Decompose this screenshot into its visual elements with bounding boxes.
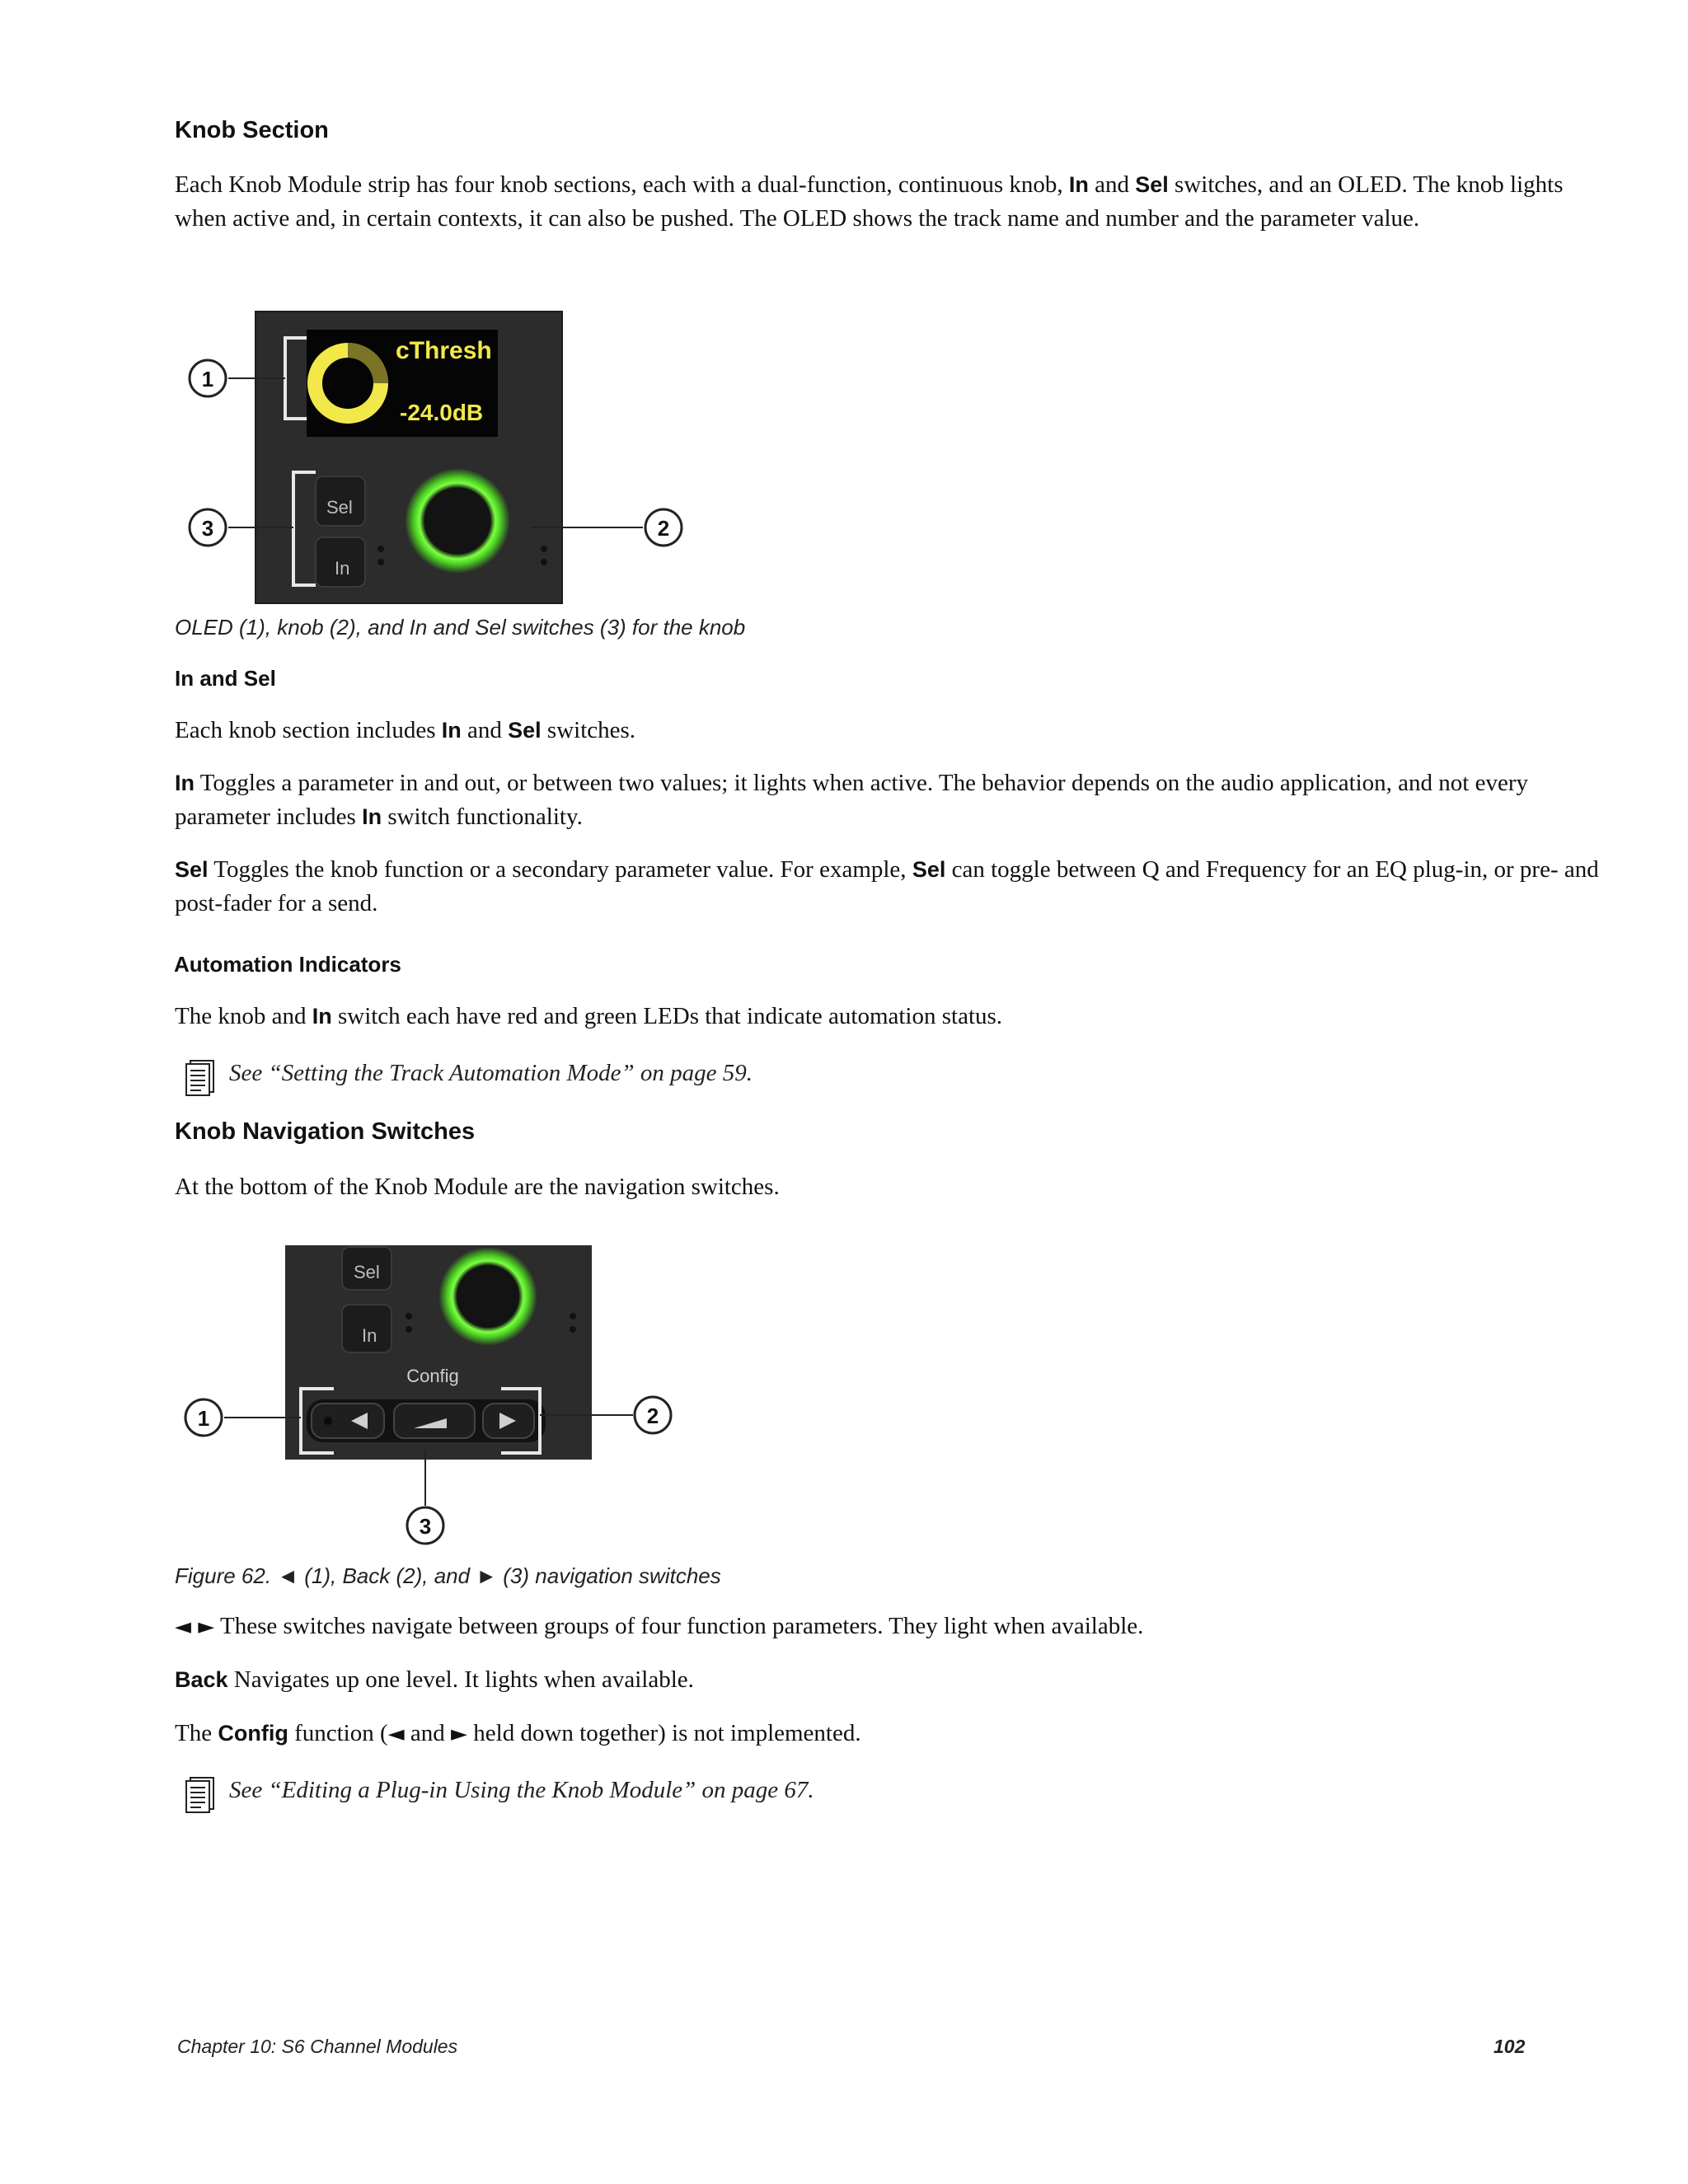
page-number: 102 bbox=[1493, 2036, 1526, 2057]
config-description: The Config function (◄ and ► held down together) is not implemented. bbox=[175, 1720, 861, 1746]
svg-text:1: 1 bbox=[197, 1406, 210, 1431]
plugin-note: See “Editing a Plug-in Using the Knob Module” on page 67. bbox=[229, 1777, 814, 1803]
back-switch bbox=[394, 1404, 475, 1438]
oled-param: cThresh bbox=[396, 337, 492, 364]
sel-switch-description: Sel Toggles the knob function or a secondary parameter value. For example, Sel can toggle between Q and Frequency for an EQ plug-in, or pre- and post-fader for a send. bbox=[175, 856, 1599, 916]
sel-label: Sel bbox=[326, 497, 353, 518]
note-icon bbox=[183, 1059, 218, 1097]
in-and-sel-heading: In and Sel bbox=[175, 666, 276, 691]
arrow-switches-icon: ◄ ► bbox=[175, 1615, 215, 1639]
left-arrow-switch bbox=[312, 1404, 384, 1438]
in-sel-paragraph-1: Each knob section includes In and Sel switches. bbox=[175, 717, 636, 743]
svg-text:2: 2 bbox=[646, 1404, 659, 1428]
in-label: In bbox=[362, 1325, 377, 1346]
automation-heading: Automation Indicators bbox=[174, 952, 401, 977]
svg-text:3: 3 bbox=[419, 1514, 432, 1539]
figure1-caption: OLED (1), knob (2), and In and Sel switches (3) for the knob bbox=[175, 615, 746, 640]
sel-label: Sel bbox=[354, 1262, 380, 1282]
intro-paragraph: Each Knob Module strip has four knob sections, each with a dual-function, continuous knob, In and Sel switches, and an OLED. The knob lights when active and, in certain contexts, it can also be pushed. The OLED shows the track name and number and the parameter value. bbox=[175, 171, 1564, 232]
back-description: Back Navigates up one level. It lights when available. bbox=[175, 1666, 694, 1693]
navigation-switches-figure bbox=[165, 1240, 692, 1554]
nav-intro: At the bottom of the Knob Module are the navigation switches. bbox=[175, 1174, 780, 1200]
note-icon bbox=[183, 1776, 218, 1814]
right-arrow-glyph: ► bbox=[451, 1722, 468, 1746]
nav-heading: Knob Navigation Switches bbox=[175, 1118, 476, 1145]
in-label: In bbox=[335, 558, 350, 579]
footer-chapter: Chapter 10: S6 Channel Modules bbox=[177, 2036, 458, 2057]
knob-section-figure bbox=[165, 305, 742, 610]
arrows-description: ◄ ► These switches navigate between groups of four function parameters. They light when available. bbox=[175, 1613, 1144, 1639]
svg-text:1: 1 bbox=[201, 367, 214, 391]
svg-text:2: 2 bbox=[657, 516, 670, 541]
config-label: Config bbox=[406, 1366, 459, 1386]
in-switch-description: In Toggles a parameter in and out, or between two values; it lights when active. The behavior depends on the audio application, and not every parameter includes In switch functionality. bbox=[175, 770, 1529, 830]
automation-note: See “Setting the Track Automation Mode” on page 59. bbox=[229, 1060, 753, 1086]
left-arrow-glyph: ◄ bbox=[387, 1722, 405, 1746]
section-title: Knob Section bbox=[175, 117, 329, 143]
automation-paragraph: The knob and In switch each have red and green LEDs that indicate automation status. bbox=[175, 1003, 1003, 1029]
oled-value: -24.0dB bbox=[400, 400, 484, 425]
svg-text:3: 3 bbox=[201, 516, 214, 541]
figure2-caption: Figure 62. ◄ (1), Back (2), and ► (3) navigation switches bbox=[175, 1563, 721, 1588]
